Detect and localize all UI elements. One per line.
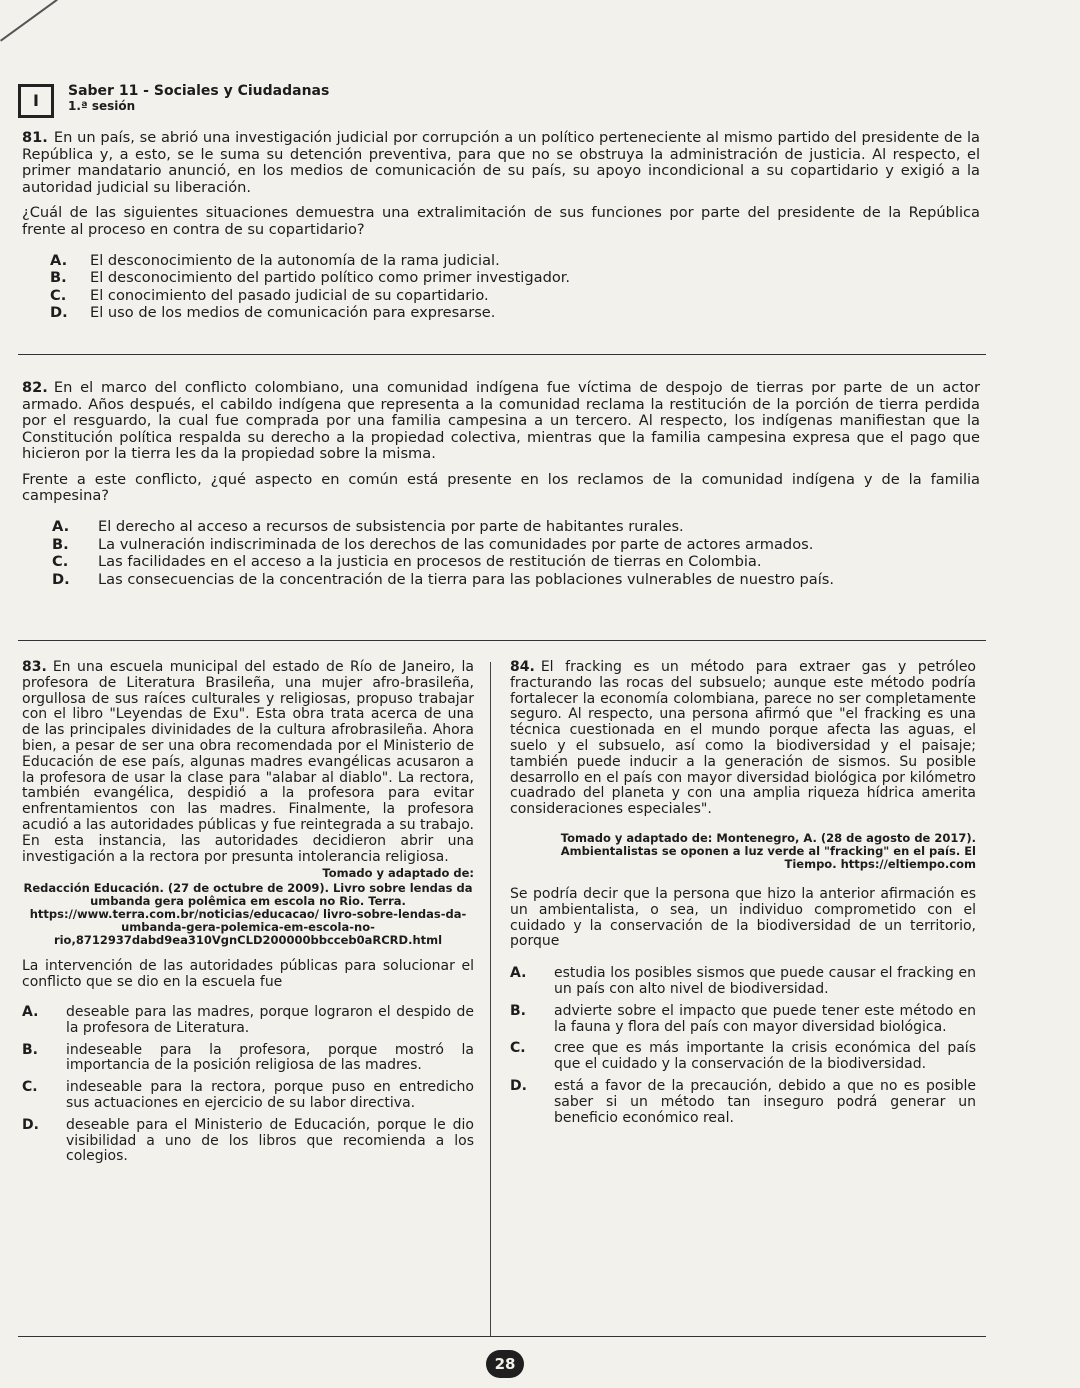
answer-options	[22, 1005, 474, 1165]
question-stem: En un país, se abrió una investigación judicial por corrupción a un político perteneciente al mismo partido del presidente de la República y, a esto, se le suma su detención preventiva, para que no se obstruya la administración de justicia. Al respecto, el primer mandatario anunció, en los medios de comunicación de su país, su apoyo incondicional a su copartidario y exigió a la autoridad judicial su liberación.	[22, 129, 980, 196]
option-c[interactable]: C. indeseable para la rectora, porque puso en entredicho sus actuaciones en ejercicio de su labor directiva.	[22, 1079, 474, 1111]
option-b[interactable]: B. indeseable para la profesora, porque mostró la importancia de la posición religiosa de las madres.	[22, 1041, 474, 1074]
option-a[interactable]: A. deseable para las madres, porque lograron el despido de la profesora de Literatura.	[22, 1003, 474, 1036]
answer-options	[22, 253, 980, 322]
page-number: 28	[486, 1350, 524, 1378]
divider	[18, 354, 986, 355]
source-citation: Redacción Educación. (27 de octubre de 2009). Livro sobre lendas da umbanda gera polêmica em escola no Rio. Terra. https://www.terra.com.br/noticias/educacao/ livro-sobre-lendas-da-umbanda-gera-polemica-em-escola-no-rio,8712937dabd9ea310VgnCLD200000bbcceb0aRCRD.html	[23, 881, 473, 948]
question-prompt: La intervención de las autoridades públicas para solucionar el conflicto que se dio en la escuela fue	[22, 958, 474, 991]
question-84	[510, 660, 976, 1132]
option-a[interactable]: A. estudia los posibles sismos que puede causar el fracking en un país con alto nivel de biodiversidad.	[510, 965, 976, 997]
option-c[interactable]: C. El conocimiento del pasado judicial de su copartidario.	[50, 286, 489, 304]
question-prompt: Frente a este conflicto, ¿qué aspecto en común está presente en los reclamos de la comunidad indígena y de la familia campesina?	[22, 470, 980, 504]
question-81	[22, 130, 980, 323]
session-label: 1.ª sesión	[68, 99, 136, 113]
divider	[18, 1336, 986, 1337]
page-header	[18, 84, 329, 118]
option-d[interactable]: D. El uso de los medios de comunicación para expresarse.	[50, 304, 496, 322]
option-b[interactable]: B. advierte sobre el impacto que puede tener este método en la fauna y flora del país con mayor diversidad biológica.	[510, 1002, 976, 1035]
source-label: Tomado y adaptado de:	[322, 866, 474, 881]
page-corner-mark	[0, 0, 58, 42]
source-citation: Tomado y adaptado de: Montenegro, A. (28 de agosto de 2017). Ambientalistas se oponen a luz verde al "fracking" en el país. El Tiempo. https://eltiempo.com	[560, 830, 976, 871]
divider	[18, 640, 986, 641]
question-stem: En el marco del conflicto colombiano, una comunidad indígena fue víctima de despojo de tierras por parte de un actor armado. Años después, el cabildo indígena que representa a la comunidad reclama la restitución de la porción de tierra perdida por el resguardo, la cual fue comprada por una familia campesina a un tercero. Al respecto, los indígenas manifiestan que la Constitución política respalda su derecho a la propiedad colectiva, mientras que la familia campesina expresa que el pago que hicieron por la tierra les da la propiedad sobre la misma.	[22, 379, 980, 462]
question-number: 81.	[22, 129, 48, 146]
question-number: 84.	[510, 659, 535, 675]
exam-title: Saber 11 - Sociales y Ciudadanas	[68, 83, 330, 99]
option-d[interactable]: D. deseable para el Ministerio de Educación, porque le dio visibilidad a uno de los libros que recomienda a los colegios.	[22, 1116, 474, 1165]
question-83	[22, 660, 474, 1171]
question-number: 82.	[22, 379, 48, 396]
option-a[interactable]: A. El derecho al acceso a recursos de subsistencia por parte de habitantes rurales.	[52, 518, 684, 536]
question-prompt: Se podría decir que la persona que hizo la anterior afirmación es un ambientalista, o sea, un individuo comprometido con el cuidado y la conservación de la biodiversidad de un territorio, porque	[510, 885, 976, 950]
question-stem: El fracking es un método para extraer gas y petróleo fracturando las rocas del subsuelo; aunque este método podría fortalecer la economía colombiana, parece no ser completamente seguro. Al respecto, una persona afirmó que "el fracking es una técnica cuestionada en el mundo porque afecta las aguas, el suelo y el subsuelo, así como la biodiversidad y el paisaje; también puede inducir a la generación de sismos. Su posible desarrollo en el país con mayor diversidad biológica por kilómetro cuadrado del planeta y con una amplia riqueza hídrica amerita consideraciones especiales".	[510, 659, 976, 818]
question-stem: En una escuela municipal del estado de Río de Janeiro, la profesora de Literatura Brasileña, una mujer afro-brasileña, orgullosa de sus raíces culturales y religiosas, propuso trabajar con el libro "Leyendas de Exu". Esta obra trata acerca de una de las principales divinidades de la cultura afrobrasileña. Ahora bien, a pesar de ser una obra recomendada por el Ministerio de Educación de ese país, algunas madres evangélicas acusaron a la profesora de usar la clase para "alabar al diablo". La rectora, también evangélica, despidió a la profesora para evitar enfrentamientos con las madres. Finalmente, la profesora acudió a las autoridades públicas y fue reintegrada a su trabajo. En esta instancia, las autoridades decidieron abrir una investigación a la rectora por presunta intolerancia religiosa.	[22, 659, 474, 865]
option-b[interactable]: B. La vulneración indiscriminada de los derechos de las comunidades por parte de actores armados.	[52, 535, 814, 553]
question-number: 83.	[22, 659, 47, 675]
option-d[interactable]: D. Las consecuencias de la concentración de la tierra para las poblaciones vulnerables de nuestro país.	[52, 570, 835, 588]
answer-options	[510, 966, 976, 1126]
column-divider	[490, 662, 491, 1336]
option-a[interactable]: A. El desconocimiento de la autonomía de la rama judicial.	[50, 251, 500, 269]
option-d[interactable]: D. está a favor de la precaución, debido a que no es posible saber si un método tan inseguro podrá generar un beneficio económico real.	[510, 1077, 976, 1126]
answer-options	[22, 519, 980, 588]
option-c[interactable]: C. cree que es más importante la crisis económica del país que el cuidado y la conservación de la biodiversidad.	[510, 1040, 976, 1073]
icfes-logo: I	[18, 84, 54, 118]
question-82	[22, 380, 980, 589]
question-prompt: ¿Cuál de las siguientes situaciones demuestra una extralimitación de sus funciones por parte del presidente de la República frente al proceso en contra de su copartidario?	[22, 204, 980, 238]
option-c[interactable]: C. Las facilidades en el acceso a la justicia en procesos de restitución de tierras en Colombia.	[52, 553, 762, 571]
option-b[interactable]: B. El desconocimiento del partido político como primer investigador.	[50, 269, 571, 287]
